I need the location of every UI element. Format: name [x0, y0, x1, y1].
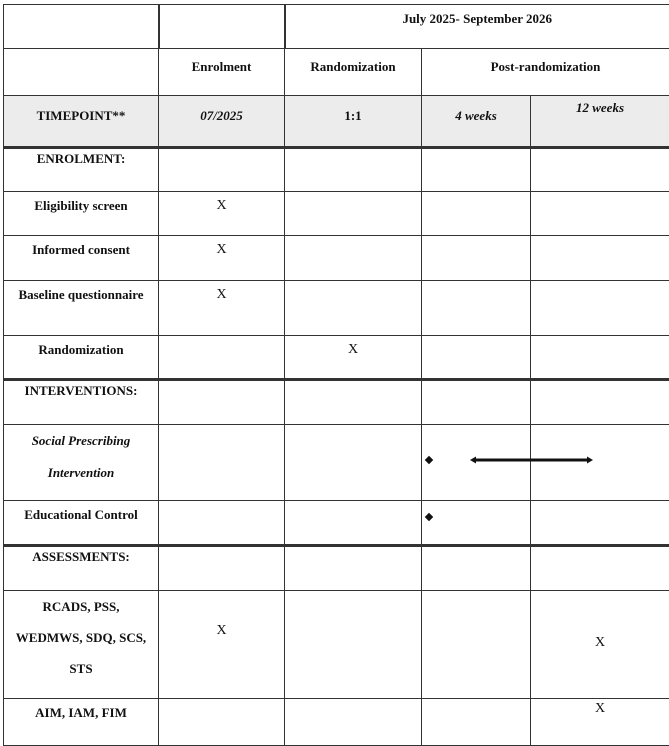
rcads-enrolment-mark: X [159, 591, 285, 699]
row-educational-label: Educational Control [4, 501, 159, 546]
row-rcads-label: RCADS, PSS, WEDMWS, SDQ, SCS, STS [4, 591, 159, 699]
randomization-mark: X [285, 336, 422, 380]
baseline-mark: X [159, 281, 285, 336]
phase-post-randomization: Post-randomization [422, 49, 669, 96]
aim-12-weeks-mark: X [531, 699, 669, 746]
period-header: July 2025- September 2026 [285, 5, 669, 49]
row-eligibility-label: Eligibility screen [4, 192, 159, 236]
timepoint-4-weeks: 4 weeks [422, 96, 531, 148]
duration-double-arrow-icon [470, 456, 593, 464]
row-consent-label: Informed consent [4, 236, 159, 281]
section-assessments: ASSESSMENTS: [4, 546, 159, 591]
spirit-schedule-table [3, 4, 669, 746]
rcads-12-weeks-mark: X [531, 591, 669, 699]
timepoint-12-weeks: 12 weeks [531, 96, 669, 148]
consent-mark: X [159, 236, 285, 281]
row-randomization-label: Randomization [4, 336, 159, 380]
row-social-label: Social Prescribing Intervention [4, 425, 159, 501]
timepoint-enrolment: 07/2025 [159, 96, 285, 148]
phase-enrolment: Enrolment [159, 49, 285, 96]
phase-randomization: Randomization [285, 49, 422, 96]
section-interventions: INTERVENTIONS: [4, 380, 159, 425]
row-baseline-label: Baseline questionnaire [4, 281, 159, 336]
timepoint-randomization: 1:1 [285, 96, 422, 148]
eligibility-mark: X [159, 192, 285, 236]
timepoint-label: TIMEPOINT** [4, 96, 159, 148]
row-aim-label: AIM, IAM, FIM [4, 699, 159, 746]
section-enrolment: ENROLMENT: [4, 148, 159, 192]
